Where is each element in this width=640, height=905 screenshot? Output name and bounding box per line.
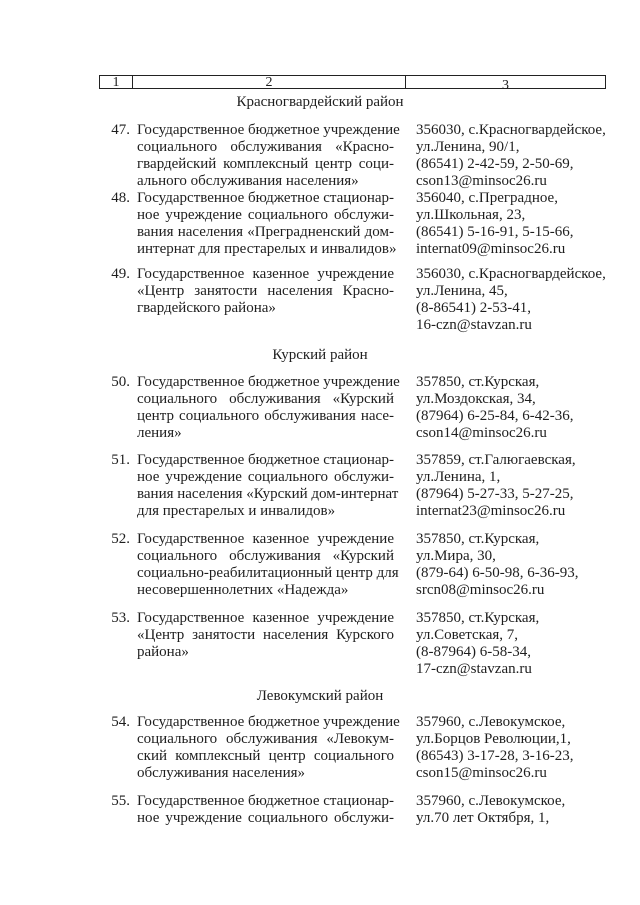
- address-line: ул.Ленина, 90/1,: [416, 139, 520, 155]
- entry-number: 50.: [111, 374, 130, 390]
- address-line: cson14@minsoc26.ru: [416, 425, 547, 441]
- district-heading: Красногвардейский район: [236, 94, 404, 110]
- address-line: (86543) 3-17-28, 3-16-23,: [416, 748, 574, 764]
- address-line: ул.Советская, 7,: [416, 627, 518, 643]
- name-line: вания населения «Курский дом-интернат: [137, 486, 399, 502]
- name-line: ального обслуживания населения»: [137, 173, 359, 189]
- address-line: 17-czn@stavzan.ru: [416, 661, 532, 677]
- address-line: 357960, с.Левокумское,: [416, 714, 566, 730]
- address-line: 357850, ст.Курская,: [416, 610, 540, 626]
- institution-name: [137, 122, 400, 190]
- address-line: ул.Борцов Революции,1,: [416, 731, 571, 747]
- address-line: srcn08@minsoc26.ru: [416, 582, 545, 598]
- institution-name: [137, 793, 394, 827]
- address-line: 357850, ст.Курская,: [416, 531, 540, 547]
- address-line: (87964) 5-27-33, 5-27-25,: [416, 486, 574, 502]
- address-line: (87964) 6-25-84, 6-42-36,: [416, 408, 574, 424]
- institution-address: [416, 714, 621, 782]
- name-line: вания населения «Преградненский дом-: [137, 224, 394, 240]
- name-line: района»: [137, 644, 189, 660]
- name-line: Государственное бюджетное учреждение: [137, 374, 400, 390]
- institution-address: [416, 610, 621, 678]
- column-header-1: 1: [100, 76, 133, 88]
- institution-name: [137, 714, 400, 782]
- address-line: 357859, ст.Галюгаевская,: [416, 452, 576, 468]
- institution-name: [137, 190, 397, 258]
- institution-name: [137, 452, 399, 520]
- column-header-3: 3: [502, 78, 509, 93]
- name-line: Государственное бюджетное стационар-: [137, 793, 395, 809]
- name-line: гвардейский комплексный центр соци-: [137, 156, 394, 172]
- column-header-table: [99, 75, 606, 93]
- institution-address: [416, 374, 621, 442]
- name-line: ное учреждение социального обслужи-: [137, 810, 394, 826]
- name-line: социального обслуживания «Левокум-: [137, 731, 394, 747]
- district-heading: Левокумский район: [256, 688, 384, 704]
- address-line: 16-czn@stavzan.ru: [416, 317, 532, 333]
- entry-number: 47.: [111, 122, 130, 138]
- name-line: ский комплексный центр социального: [137, 748, 394, 764]
- address-line: cson15@minsoc26.ru: [416, 765, 547, 781]
- address-line: ул.Моздокская, 34,: [416, 391, 536, 407]
- entry-number: 52.: [111, 531, 130, 547]
- address-line: (8-87964) 6-58-34,: [416, 644, 531, 660]
- name-line: Государственное бюджетное учреждение: [137, 714, 400, 730]
- address-line: 357850, ст.Курская,: [416, 374, 540, 390]
- name-line: Государственное бюджетное учреждение: [137, 122, 400, 138]
- entry-number: 54.: [111, 714, 130, 730]
- entry-number: 55.: [111, 793, 130, 809]
- name-line: Государственное казенное учреждение: [137, 531, 394, 547]
- name-line: интернат для престарелых и инвалидов»: [137, 241, 397, 257]
- name-line: несовершеннолетних «Надежда»: [137, 582, 349, 598]
- institution-address: [416, 122, 621, 190]
- name-line: социального обслуживания «Курский: [137, 391, 394, 407]
- address-line: 356030, с.Красногвардейское,: [416, 122, 606, 138]
- institution-name: [137, 531, 399, 599]
- institution-address: [416, 793, 621, 827]
- name-line: «Центр занятости населения Курского: [137, 627, 394, 643]
- address-line: internat23@minsoc26.ru: [416, 503, 566, 519]
- entry-number: 49.: [111, 266, 130, 282]
- entry-number: 51.: [111, 452, 130, 468]
- name-line: Государственное казенное учреждение: [137, 266, 394, 282]
- name-line: Государственное бюджетное стационар-: [137, 190, 395, 206]
- entry-number: 48.: [111, 190, 130, 206]
- column-header-2: 2: [133, 76, 406, 88]
- name-line: гвардейского района»: [137, 300, 276, 316]
- name-line: ное учреждение социального обслужи-: [137, 207, 394, 223]
- institution-address: [416, 452, 621, 520]
- address-line: 356040, с.Преградное,: [416, 190, 558, 206]
- address-line: ул.Школьная, 23,: [416, 207, 526, 223]
- name-line: ления»: [137, 425, 182, 441]
- name-line: Государственное казенное учреждение: [137, 610, 394, 626]
- entry-number: 53.: [111, 610, 130, 626]
- name-line: социального обслуживания «Красно-: [137, 139, 394, 155]
- address-line: ул.Мира, 30,: [416, 548, 496, 564]
- address-line: 357960, с.Левокумское,: [416, 793, 566, 809]
- name-line: Государственное бюджетное стационар-: [137, 452, 395, 468]
- address-line: (86541) 2-42-59, 2-50-69,: [416, 156, 574, 172]
- name-line: «Центр занятости населения Красно-: [137, 283, 394, 299]
- address-line: internat09@minsoc26.ru: [416, 241, 566, 257]
- name-line: социально-реабилитационный центр для: [137, 565, 399, 581]
- name-line: обслуживания населения»: [137, 765, 305, 781]
- institution-name: [137, 610, 394, 661]
- district-heading: Курский район: [272, 347, 368, 363]
- address-line: ул.Ленина, 1,: [416, 469, 501, 485]
- address-line: cson13@minsoc26.ru: [416, 173, 547, 189]
- address-line: (8-86541) 2-53-41,: [416, 300, 531, 316]
- address-line: ул.Ленина, 45,: [416, 283, 508, 299]
- institution-address: [416, 190, 621, 258]
- address-line: (86541) 5-16-91, 5-15-66,: [416, 224, 574, 240]
- institution-address: [416, 531, 621, 599]
- name-line: ное учреждение социального обслужи-: [137, 469, 394, 485]
- address-line: (879-64) 6-50-98, 6-36-93,: [416, 565, 579, 581]
- institution-address: [416, 266, 621, 334]
- name-line: для престарелых и инвалидов»: [137, 503, 336, 519]
- name-line: центр социального обслуживания насе-: [137, 408, 394, 424]
- institution-name: [137, 266, 394, 317]
- institution-name: [137, 374, 400, 442]
- name-line: социального обслуживания «Курский: [137, 548, 394, 564]
- address-line: ул.70 лет Октября, 1,: [416, 810, 550, 826]
- address-line: 356030, с.Красногвардейское,: [416, 266, 606, 282]
